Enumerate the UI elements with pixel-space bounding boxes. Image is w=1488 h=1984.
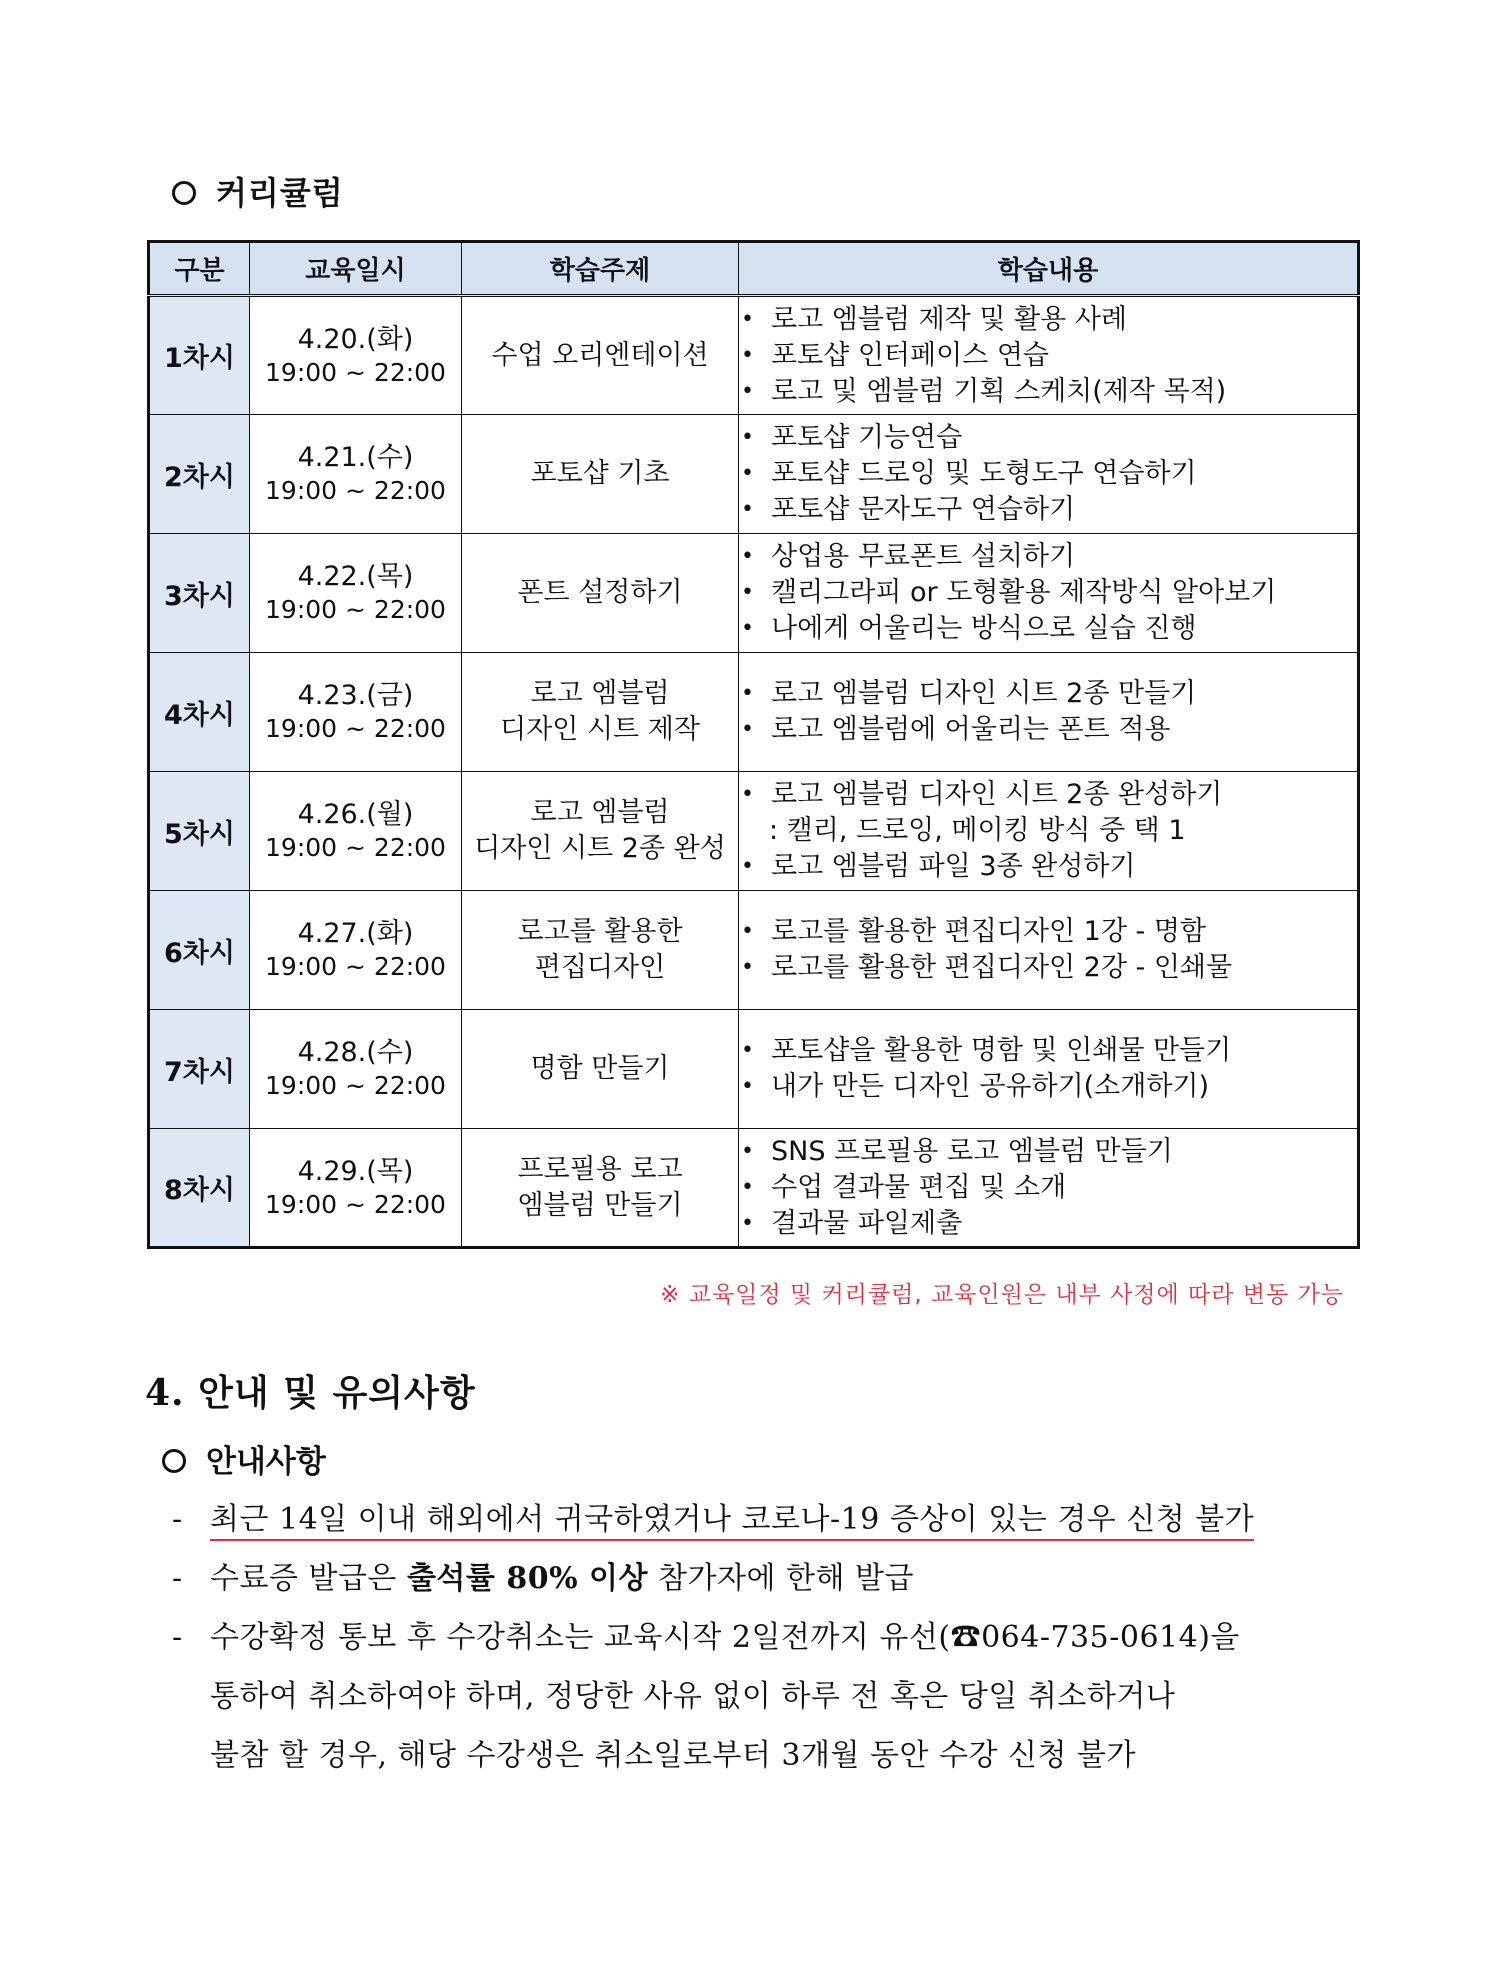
info-item-1 [172,1494,1254,1538]
content-item: • 로고 엠블럼에 어울리는 폰트 적용 [739,712,1357,748]
content-item: • 포토샵 인터페이스 연습 [739,338,1357,374]
topic-line: 편집디자인 [534,952,666,983]
table-row [149,653,1359,772]
header-topic: 학습주제 [462,242,739,296]
time-text: 19:00 ~ 22:00 [265,595,446,624]
session-cell: 5차시 [149,772,250,891]
session-cell: 3차시 [149,534,250,653]
content-list [739,539,1357,647]
header-session: 구분 [149,242,250,296]
topic-line: 폰트 설정하기 [517,577,683,608]
schedule-change-notice: ※ 교육일정 및 커리큘럼, 교육인원은 내부 사정에 따라 변동 가능 [660,1282,1344,1308]
time-text: 19:00 ~ 22:00 [265,952,446,981]
date-cell [250,415,462,534]
date-cell [250,296,462,415]
topic-line: 디자인 시트 제작 [500,714,700,745]
date-text: 4.26.(월) [297,799,414,830]
date-text: 4.27.(화) [297,918,414,949]
content-list [739,777,1357,885]
info-item-3 [172,1612,1240,1656]
content-item: • 상업용 무료폰트 설치하기 [739,539,1357,575]
content-list [739,1134,1357,1242]
dash-marker: - [172,1620,183,1655]
session-cell: 7차시 [149,1010,250,1129]
topic-cell [462,296,739,415]
session-cell: 1차시 [149,296,250,415]
content-cell [739,296,1359,415]
content-item: • 로고 엠블럼 디자인 시트 2종 만들기 [739,676,1357,712]
content-list [739,420,1357,528]
content-cell [739,1010,1359,1129]
table-row [149,772,1359,891]
time-text: 19:00 ~ 22:00 [265,833,446,862]
info-item-3-line2: 통하여 취소하여야 하며, 정당한 사유 없이 하루 전 혹은 당일 취소하거나 [210,1679,1176,1714]
topic-line: 엠블럼 만들기 [517,1189,683,1221]
date-cell [250,1129,462,1248]
time-text: 19:00 ~ 22:00 [265,714,446,743]
info-subheading-text: 안내사항 [206,1444,326,1480]
info-item-3-line1: 수강확정 통보 후 수강취소는 교육시작 2일전까지 유선(☎064-735-0614)을 [210,1620,1240,1655]
content-item: • 포토샵 문자도구 연습하기 [739,492,1357,528]
info-item-2 [172,1553,914,1597]
topic-cell [462,534,739,653]
dash-marker: - [172,1561,183,1596]
content-cell [739,772,1359,891]
table-row [149,415,1359,534]
topic-cell [462,1010,739,1129]
table-body [149,296,1359,1248]
content-item: • 내가 만든 디자인 공유하기(소개하기) [739,1069,1357,1105]
content-cell [739,415,1359,534]
content-item: • 로고를 활용한 편집디자인 2강 - 인쇄물 [739,950,1357,986]
date-text: 4.21.(수) [297,442,414,473]
content-cell [739,891,1359,1010]
dash-marker: - [172,1502,183,1537]
topic-line: 프로필용 로고 [517,1153,683,1185]
content-item: • 로고를 활용한 편집디자인 1강 - 명함 [739,914,1357,950]
section-title: 4. 안내 및 유의사항 [145,1372,476,1414]
session-cell: 6차시 [149,891,250,1010]
time-text: 19:00 ~ 22:00 [265,1189,446,1219]
info-item-3-line3: 불참 할 경우, 해당 수강생은 취소일로부터 3개월 동안 수강 신청 불가 [210,1738,1136,1773]
content-item: • 포토샵 기능연습 [739,420,1357,456]
content-item: • 결과물 파일제출 [739,1206,1357,1242]
topic-line: 로고를 활용한 [517,916,683,947]
table-row [149,1129,1359,1248]
content-item: • 캘리그라피 or 도형활용 제작방식 알아보기 [739,575,1357,611]
info-item-2-pre: 수료증 발급은 [210,1561,407,1596]
info-item-2-post: 참가자에 한해 발급 [648,1561,914,1596]
content-item: • 포토샵 드로잉 및 도형도구 연습하기 [739,456,1357,492]
info-subheading [162,1436,326,1481]
table-row [149,534,1359,653]
table-row [149,296,1359,415]
date-text: 4.23.(금) [297,680,414,711]
content-item: • 수업 결과물 편집 및 소개 [739,1170,1357,1206]
topic-line: 포토샵 기초 [530,458,670,489]
date-cell [250,772,462,891]
content-item: • 로고 및 엠블럼 기획 스케치(제작 목적) [739,374,1357,410]
content-item: • 로고 엠블럼 파일 3종 완성하기 [739,849,1357,885]
content-cell [739,653,1359,772]
header-content: 학습내용 [739,242,1359,296]
table-row [149,1010,1359,1129]
circle-bullet-icon [172,181,196,205]
session-cell: 4차시 [149,653,250,772]
topic-cell [462,891,739,1010]
session-cell: 8차시 [149,1129,250,1248]
date-text: 4.20.(화) [297,323,414,355]
info-item-2-bold: 출석률 80% 이상 [406,1561,648,1596]
date-text: 4.29.(목) [297,1155,414,1187]
topic-line: 수업 오리엔테이션 [491,339,709,371]
content-item: • 로고 엠블럼 제작 및 활용 사례 [739,302,1357,338]
topic-line: 명함 만들기 [530,1053,670,1084]
content-list [739,914,1357,986]
date-text: 4.28.(수) [297,1037,414,1068]
content-item: : 캘리, 드로잉, 메이킹 방식 중 택 1 [769,815,1186,846]
topic-cell [462,415,739,534]
content-item: • SNS 프로필용 로고 엠블럼 만들기 [739,1134,1357,1170]
content-item: • 나에게 어울리는 방식으로 실습 진행 [739,611,1357,647]
topic-line: 디자인 시트 2종 완성 [474,833,726,864]
time-text: 19:00 ~ 22:00 [265,357,446,387]
topic-line: 로고 엠블럼 [530,678,670,709]
topic-cell [462,772,739,891]
content-cell [739,1129,1359,1248]
topic-line: 로고 엠블럼 [530,797,670,828]
session-cell: 2차시 [149,415,250,534]
curriculum-heading [172,168,344,214]
info-item-1-text: 최근 14일 이내 해외에서 귀국하였거나 코로나-19 증상이 있는 경우 신청 불가 [210,1502,1254,1541]
time-text: 19:00 ~ 22:00 [265,476,446,505]
date-cell [250,653,462,772]
content-item: • 로고 엠블럼 디자인 시트 2종 완성하기 [739,777,1357,813]
content-list [739,676,1357,748]
content-list [739,302,1357,410]
date-cell [250,1010,462,1129]
circle-bullet-icon [162,1449,186,1473]
date-cell [250,891,462,1010]
topic-cell [462,653,739,772]
date-text: 4.22.(목) [297,561,414,592]
header-date: 교육일시 [250,242,462,296]
date-cell [250,534,462,653]
content-item: • 포토샵을 활용한 명함 및 인쇄물 만들기 [739,1033,1357,1069]
curriculum-heading-text: 커리큘럼 [216,174,344,212]
table-header-row [149,242,1359,296]
table-row [149,891,1359,1010]
curriculum-table [147,240,1360,1249]
content-cell [739,534,1359,653]
time-text: 19:00 ~ 22:00 [265,1071,446,1100]
content-list [739,1033,1357,1105]
topic-cell [462,1129,739,1248]
